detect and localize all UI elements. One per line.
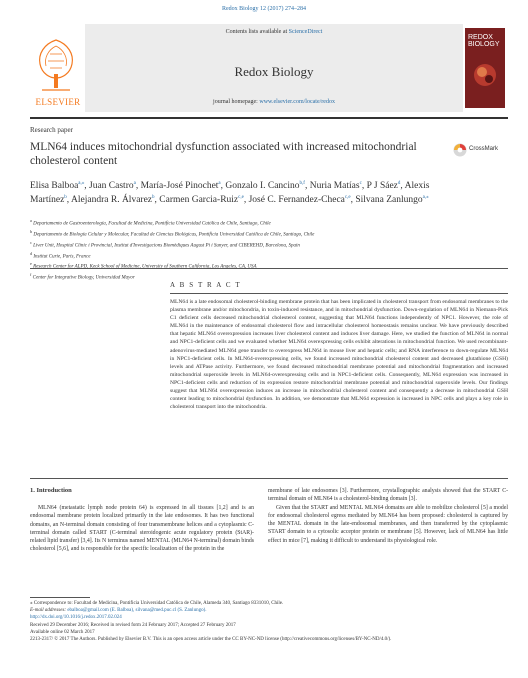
journal-citation-link[interactable]: Redox Biology 12 (2017) 274–284 <box>222 6 306 12</box>
journal-name: Redox Biology <box>234 64 314 79</box>
available-online: Available online 02 March 2017 <box>30 629 95 635</box>
article-type: Research paper <box>30 126 73 134</box>
email-links[interactable]: ebalboa@gmail.com (E. Balboa), silvana@med.puc.cl (S. Zanlungo). <box>67 608 207 614</box>
homepage-prefix: journal homepage: <box>213 99 258 105</box>
abstract-heading-rule <box>170 293 508 294</box>
abstract-top-divider <box>30 268 508 269</box>
homepage-link[interactable]: www.elsevier.com/locate/redox <box>259 99 335 105</box>
body-column-left <box>30 504 254 554</box>
affiliation-item <box>30 271 490 282</box>
elsevier-tree-logo <box>30 34 82 98</box>
affiliation-marker: b <box>30 228 33 234</box>
author-affiliation-marker[interactable]: a,⁎ <box>78 181 85 186</box>
publisher-name: ELSEVIER <box>35 97 81 107</box>
abstract-bottom-divider <box>30 478 508 479</box>
affiliation-list <box>30 217 490 282</box>
abstract-text: MLN64 is a late endosomal cholesterol-binding membrane protein that has been implicated in cholesterol transport from endosomal membranes to the plasma membrane and/or mitochondria, in toxin-induced resistance, and in mitochondrial dysfunction. Down-regulation of MLN64 in Niemann-Pick C1 deficient cells decreased mitochondrial cholesterol content, suggesting that MLN64 functions independently of NPC1. However, the role of MLN64 in the maintenance of endosomal cholesterol flow and intracellular cholesterol homeostasis remains unclear. We have previously described that hepatic MLN64 overexpression increases liver cholesterol content and induces liver damage. Here, we studied the function of MLN64 in normal and NPC1-deficient cells and we evaluated whether MLN64 overexpressing cells exhibit alterations in mitochondrial function. We used recombinant-adenovirus-mediated MLN64 gene transfer to overexpress MLN64 in mouse liver and hepatic cells; and RNA interference to down-regulate MLN64 in NPC1-deficient cells. In MLN64-overexpressing cells, we found increased mitochondrial cholesterol content and decreased glutathione (GSH) levels and ATPase activity. Furthermore, we found decreased mitochondrial membrane potential and mitochondrial fragmentation and increased mitochondrial superoxide levels in MLN64-overexpressing cells and in NPC1-deficient cells. Consequently, MLN64 expression was increased in NPC1-deficient cells and reduction of its expression restore mitochondrial membrane potential and mitochondrial superoxide levels. Our findings suggest that MLN64 overexpression induces an increase in mitochondrial cholesterol content and consequently a decrease in mitochondrial GSH content leading to mitochondrial dysfunction. In addition, we demonstrate that MLN64 expression is increased in NPC cells and plays a key role in cholesterol transport into the mitochondria. <box>170 299 508 411</box>
affiliation-marker: e <box>30 261 32 267</box>
crossmark-icon[interactable] <box>453 143 467 157</box>
author-affiliation-marker[interactable]: c,e <box>238 195 244 201</box>
author-name[interactable]: Alejandra R. Álvarez <box>71 195 153 206</box>
affiliation-item <box>30 250 490 261</box>
author-list: Elisa Balboa$^{a,⁎}$, Juan Castro$^a$, María-José Pinochet$^a$, Gonzalo I. Cancino$^{b,f}$, Nuria Matías$^c$, P J Sáez$^d$, Alexis Martínez$^b$, Alejandra R. Álvarez$^b$, Carmen Garcia-Ruiz$^{c,e}$, José C. Fernandez-Checa$^{c,e}$, Silvana Zanlungo$^{a,⁎}$ <box>30 181 430 206</box>
article-title: MLN64 induces mitochondrial dysfunction associated with increased mitochondrial cholesterol content <box>30 141 417 167</box>
affiliation-text: Departamento de Biología Celular y Molecular, Facultad de Ciencias Biológicas, Pontificia Universidad Católica de Chile, Santiago, Chile <box>33 232 315 238</box>
email-label: E-mail addresses: <box>30 608 67 614</box>
author-name[interactable]: Carmen Garcia-Ruiz <box>159 195 239 206</box>
affiliation-item <box>30 217 490 228</box>
body-column-right <box>268 487 508 545</box>
doi-link[interactable]: http://dx.doi.org/10.1016/j.redox.2017.02.024 <box>30 615 122 621</box>
crossmark-label[interactable]: CrossMark <box>469 146 499 152</box>
license-note: 2213-2317/ © 2017 The Authors. Published by Elsevier B.V. This is an open access article under the CC BY-NC-ND license (http://creativecommons.org/licenses/BY-NC-ND/4.0/). <box>30 637 392 643</box>
email-note <box>30 607 508 614</box>
author-name[interactable]: P J Sáez <box>366 181 398 192</box>
intro-paragraph-1: MLN64 (metastatic lymph node protein 64) is expressed in all tissues [1,2] and is an endosomal membrane protein localized primarily in the late endosomes. It has two functional domains, an N-terminal domain consisting of four transmembrane helices and a cytoplasmic C-terminal domain called START (C-terminal steroidogenic acute regulatory protein (StAR)-related lipid transfer) [3,4]. Its N terminus named MENTAL (MLN64 N-terminal) domain binds cholesterol [5,6], and is responsible for the specific localization of the protein in the <box>30 505 254 553</box>
affiliation-item <box>30 228 490 239</box>
author-name[interactable]: Silvana Zanlungo <box>355 195 423 206</box>
author-affiliation-marker[interactable]: c <box>359 181 362 186</box>
author-affiliation-marker[interactable]: d <box>397 181 401 186</box>
author-affiliation-marker[interactable]: a <box>133 181 136 186</box>
intro-paragraph-2: Given that the START and MENTAL MLN64 domains are able to mobilize cholesterol [5] a model for endosomal cholesterol egress mediated by MLN64 has been proposed: cholesterol is captured by the MENTAL domain in the late-endosomal membranes, and then transferred by the cytoplasmic START domain to a cytosolic acceptor protein or membrane [5]. However, lack of MLN64 has little effect in mice [7], making it difficult to understand its physiological role. <box>268 504 508 544</box>
affiliation-text: Research Center for ALPD, Keck School of Medicine, University of Southern California, Los Angeles, CA, USA <box>33 265 257 271</box>
affiliation-text: Liver Unit, Hospital Clínic i Provincial, Institut d'Investigacions Biomèdiques August Pi i Sunyer, and CIBEREHD, Barcelona, Spain <box>33 243 300 249</box>
affiliation-text: Departamento de Gastroenterología, Facultad de Medicina, Pontificia Universidad Católica de Chile, Santiago, Chile <box>33 221 271 227</box>
author-name[interactable]: Alexis Martínez <box>30 181 430 206</box>
author-affiliation-marker[interactable]: b <box>64 195 67 201</box>
affiliation-item <box>30 260 490 271</box>
received-dates: Received 29 December 2016; Received in revised form 24 February 2017; Accepted 27 February 2017 <box>30 622 236 628</box>
affiliation-text: Institut Curie, Paris, France <box>33 254 91 260</box>
affiliation-item <box>30 239 490 250</box>
affiliation-marker: c <box>30 239 32 245</box>
author-affiliation-marker[interactable]: a,⁎ <box>422 195 429 201</box>
footnote-divider <box>30 597 90 598</box>
affiliation-marker: a <box>30 218 32 223</box>
author-affiliation-marker[interactable]: a <box>218 181 221 186</box>
author-name[interactable]: Juan Castro <box>89 181 134 192</box>
affiliation-marker: f <box>30 272 32 278</box>
contents-line <box>85 29 463 35</box>
cover-art-icon <box>470 60 500 90</box>
intro-paragraph-1-continued: membrane of late endosomes [3]. Furthermore, crystallographic analysis showed that the START C- terminal domain of MLN64 is a cholesterol-binding domain [3]. <box>268 488 508 503</box>
homepage-line <box>85 99 463 105</box>
abstract-heading: A B S T R A C T <box>170 281 242 289</box>
author-name[interactable]: María-José Pinochet <box>140 181 219 192</box>
author-name[interactable]: Elisa Balboa <box>30 181 79 192</box>
author-name[interactable]: Gonzalo I. Cancino <box>225 181 300 192</box>
introduction-heading: 1. Introduction <box>30 487 72 494</box>
footnotes <box>30 600 508 643</box>
contents-prefix: Contents lists available at <box>225 29 288 35</box>
correspondence-note: ⁎ Correspondence to: Facultad de Medicina, Pontificia Universidad Católica de Chile, Alameda 340, Santiago 8331010, Chile. <box>30 601 284 606</box>
author-name[interactable]: Nuria Matías <box>309 181 360 192</box>
header-divider <box>30 117 508 119</box>
sciencedirect-link[interactable]: ScienceDirect <box>288 29 323 35</box>
affiliation-text: Center for Integrative Biology, Universidad Mayor <box>32 275 135 281</box>
cover-title: REDOX BIOLOGY <box>468 34 500 48</box>
author-name[interactable]: José C. Fernandez-Checa <box>248 195 345 206</box>
affiliation-marker: d <box>30 250 33 256</box>
author-affiliation-marker[interactable]: c,e <box>344 195 351 201</box>
author-affiliation-marker[interactable]: b <box>152 195 155 201</box>
author-affiliation-marker[interactable]: b,f <box>299 181 305 186</box>
